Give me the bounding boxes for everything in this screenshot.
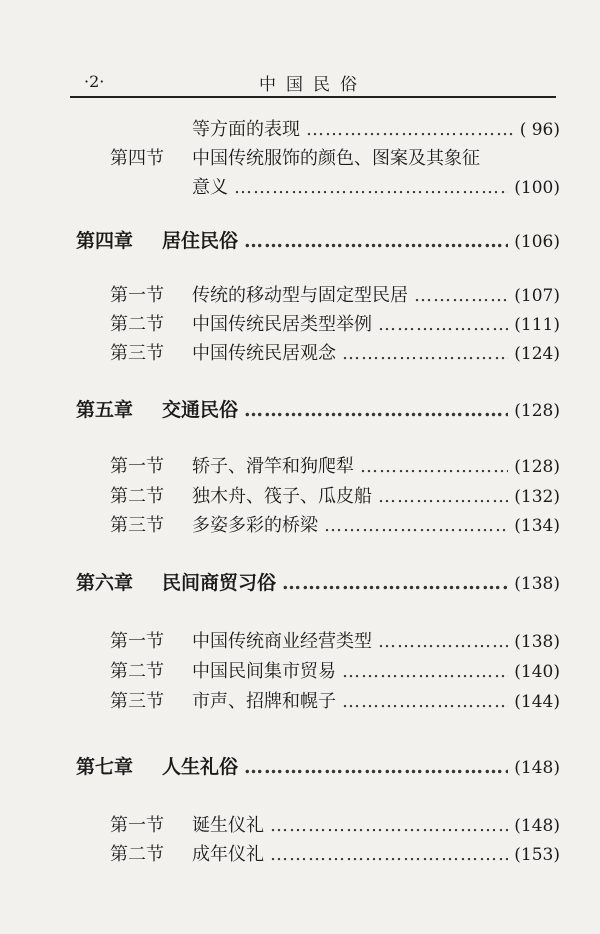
leader-dots — [270, 842, 508, 868]
chapter-entry — [76, 754, 560, 780]
leader-dots — [342, 689, 508, 715]
toc-entry — [110, 842, 560, 868]
entry-title: 中国民间集市贸易 — [192, 661, 336, 682]
page-header — [70, 66, 556, 98]
chapter-title: 居住民俗 — [162, 230, 239, 252]
leader-dots — [306, 117, 514, 143]
leader-dots — [414, 283, 508, 309]
toc-entry — [192, 117, 560, 143]
chapter-label: 第六章 — [76, 572, 134, 594]
chapter-label: 第四章 — [76, 230, 134, 252]
entry-title: 多姿多彩的桥梁 — [192, 515, 318, 536]
toc-entry — [110, 813, 560, 839]
entry-title: 中国传统商业经营类型 — [192, 631, 372, 652]
page-number: ·2· — [84, 72, 105, 91]
chapter-entry — [76, 570, 560, 596]
entry-page: (140) — [514, 662, 560, 682]
chapter-title: 交通民俗 — [162, 399, 239, 421]
entry-title: 独木舟、筏子、瓜皮船 — [192, 486, 372, 507]
leader-dots — [244, 754, 508, 780]
leader-dots — [282, 570, 508, 596]
section-label: 第三节 — [110, 343, 164, 364]
toc-entry — [110, 513, 560, 539]
entry-title: 轿子、滑竿和狗爬犁 — [192, 456, 354, 477]
chapter-page: (128) — [514, 401, 560, 421]
section-label: 第二节 — [110, 486, 164, 507]
leader-dots — [342, 341, 508, 367]
entry-page: (111) — [514, 315, 560, 335]
entry-page: (153) — [514, 845, 560, 865]
chapter-title: 人生礼俗 — [162, 756, 239, 778]
toc-entry — [110, 659, 560, 685]
leader-dots — [378, 629, 508, 655]
toc-entry — [110, 146, 560, 172]
entry-page: (132) — [514, 487, 560, 507]
section-label: 第二节 — [110, 844, 164, 865]
section-label: 第一节 — [110, 631, 164, 652]
leader-dots — [244, 228, 508, 254]
toc-entry — [110, 454, 560, 480]
leader-dots — [234, 175, 508, 201]
entry-title: 市声、招牌和幌子 — [192, 691, 336, 712]
entry-title: 中国传统民居类型举例 — [192, 314, 372, 335]
section-label: 第一节 — [110, 285, 164, 306]
entry-page: (124) — [514, 344, 560, 364]
chapter-label: 第七章 — [76, 756, 134, 778]
section-label: 第一节 — [110, 456, 164, 477]
section-label: 第二节 — [110, 661, 164, 682]
leader-dots — [342, 659, 508, 685]
toc-entry — [110, 484, 560, 510]
section-label: 第三节 — [110, 515, 164, 536]
section-label: 第一节 — [110, 815, 164, 836]
toc-entry — [110, 312, 560, 338]
entry-page: (144) — [514, 692, 560, 712]
entry-page: (134) — [514, 516, 560, 536]
chapter-page: (106) — [514, 232, 560, 252]
leader-dots — [378, 484, 508, 510]
chapter-entry — [76, 228, 560, 254]
toc-entry — [110, 283, 560, 309]
toc-entry — [110, 629, 560, 655]
entry-page: (107) — [514, 286, 560, 306]
entry-title: 成年仪礼 — [192, 844, 264, 865]
toc-entry — [192, 175, 560, 201]
chapter-label: 第五章 — [76, 399, 134, 421]
chapter-title: 民间商贸习俗 — [162, 572, 277, 594]
entry-title: 中国传统民居观念 — [192, 343, 336, 364]
entry-page: (128) — [514, 457, 560, 477]
chapter-page: (138) — [514, 574, 560, 594]
section-label: 第三节 — [110, 691, 164, 712]
entry-title: 等方面的表现 — [192, 119, 300, 140]
chapter-page: (148) — [514, 758, 560, 778]
section-label: 第二节 — [110, 314, 164, 335]
chapter-entry — [76, 397, 560, 423]
leader-dots — [244, 397, 508, 423]
entry-title: 诞生仪礼 — [192, 815, 264, 836]
entry-title: 意义 — [192, 177, 228, 198]
leader-dots — [360, 454, 508, 480]
entry-page: ( 96) — [519, 120, 560, 140]
leader-dots — [324, 513, 508, 539]
entry-title: 中国传统服饰的颜色、图案及其象征 — [192, 148, 480, 169]
leader-dots — [270, 813, 508, 839]
toc-entry — [110, 689, 560, 715]
entry-title: 传统的移动型与固定型民居 — [192, 285, 408, 306]
leader-dots — [378, 312, 508, 338]
entry-page: (148) — [514, 816, 560, 836]
running-title: 中国民俗 — [259, 75, 367, 95]
entry-page: (100) — [514, 178, 560, 198]
toc-entry — [110, 341, 560, 367]
section-label: 第四节 — [110, 148, 164, 169]
entry-page: (138) — [514, 632, 560, 652]
